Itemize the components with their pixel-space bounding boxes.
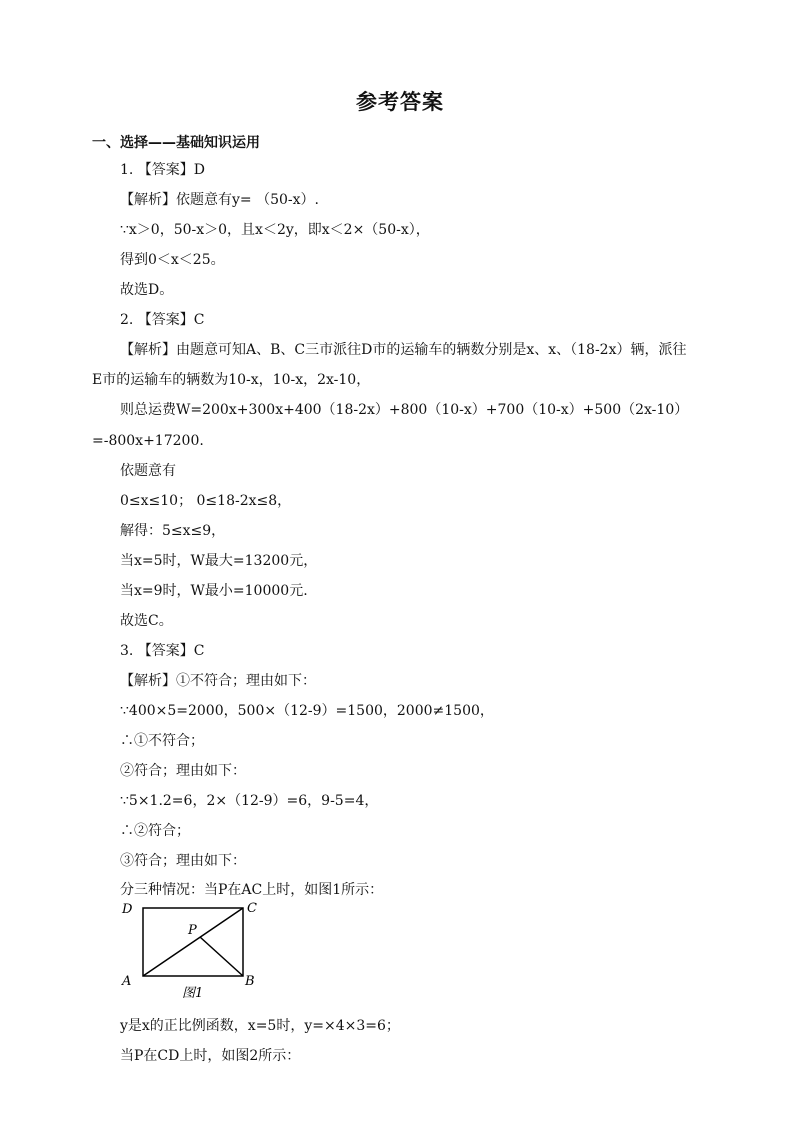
answer-1-label: 1. 【答案】D bbox=[120, 162, 206, 178]
answer-2-line: 当x=5时，W最大=13200元， bbox=[120, 553, 318, 569]
answer-2-line: 依题意有 bbox=[120, 463, 176, 479]
answer-3-line: y是x的正比例函数，x=5时，y=×4×3=6； bbox=[120, 1018, 400, 1034]
answer-1-line: ∵x＞0，50-x＞0，且x＜2y，即x＜2×（50-x）， bbox=[120, 222, 430, 238]
answer-3-line: ∵400×5=2000，500×（12-9）=1500，2000≠1500， bbox=[120, 703, 494, 719]
answer-2-label: 2. 【答案】C bbox=[120, 312, 205, 328]
answer-2-explanation: 【解析】由题意可知A、B、C三市派往D市的运输车的辆数分别是x、x、（18-2x）辆，派往 bbox=[120, 342, 687, 358]
answer-2-line: 0≤x≤10； 0≤18-2x≤8， bbox=[120, 493, 292, 509]
page-title: 参考答案 bbox=[356, 90, 444, 114]
vertex-label-d: D bbox=[122, 902, 133, 917]
answer-2-line: E市的运输车的辆数为10-x，10-x，2x-10， bbox=[92, 372, 371, 388]
answer-2-line: 则总运费W=200x+300x+400（18-2x）+800（10-x）+700（10-x）+500（2x-10） bbox=[120, 402, 689, 418]
vertex-label-c: C bbox=[247, 901, 257, 916]
answer-3-line: ∴①不符合； bbox=[120, 733, 204, 749]
answer-3-line: 分三种情况：当P在AC上时，如图1所示： bbox=[120, 882, 384, 898]
answer-1-explanation: 【解析】依题意有y= （50-x）. bbox=[120, 192, 319, 208]
point-label-p: P bbox=[188, 923, 197, 938]
answer-3-line: ∵5×1.2=6，2×（12-9）=6，9-5=4， bbox=[120, 793, 379, 809]
answer-1-line: 得到0＜x＜25。 bbox=[120, 252, 225, 268]
answer-3-line: ②符合；理由如下： bbox=[120, 763, 246, 779]
figure-caption: 图1 bbox=[182, 986, 204, 1001]
answer-2-conclusion: 故选C。 bbox=[120, 613, 173, 629]
answer-3-line: 当P在CD上时，如图2所示： bbox=[120, 1048, 301, 1064]
answer-3-explanation: 【解析】①不符合；理由如下： bbox=[120, 673, 316, 689]
answer-3-label: 3. 【答案】C bbox=[120, 643, 205, 659]
answer-3-line: ∴②符合； bbox=[120, 823, 190, 839]
answer-2-line: 当x=9时，W最小=10000元. bbox=[120, 583, 308, 599]
figure-1-rectangle-diagram bbox=[118, 893, 268, 1007]
segment-pb bbox=[200, 937, 243, 976]
answer-1-conclusion: 故选D。 bbox=[120, 282, 174, 298]
diagonal-ac bbox=[143, 908, 243, 976]
vertex-label-b: B bbox=[245, 974, 255, 989]
section-heading-choice: 一、选择——基础知识运用 bbox=[92, 135, 260, 151]
answer-2-line: 解得：5≤x≤9， bbox=[120, 523, 226, 539]
answer-2-line: =-800x+17200. bbox=[92, 433, 204, 449]
vertex-label-a: A bbox=[122, 974, 132, 989]
answer-3-line: ③符合；理由如下： bbox=[120, 853, 246, 869]
